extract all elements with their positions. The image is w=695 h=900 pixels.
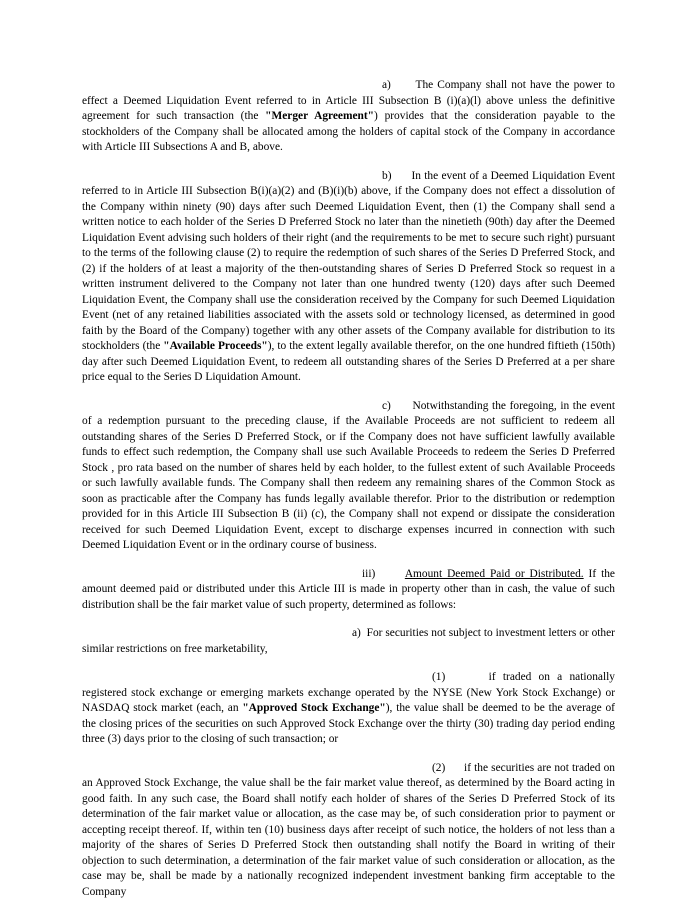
paragraph-clause-iii: iii) Amount Deemed Paid or Distributed. If the amount deemed paid or distributed under this Article III is made in property other than in cash, the value of such distribution shall be the fair market value of such property, determined as follows:	[82, 567, 615, 611]
clause-heading-amount-deemed-paid: Amount Deemed Paid or Distributed.	[404, 567, 584, 580]
marker-spacer	[380, 568, 405, 580]
paragraph-clause-c: c) Notwithstanding the foregoing, in the event of a redemption pursuant to the preceding clause, if the Available Proceeds are not sufficient to redeem all outstanding shares of the Series D Preferred Stock, or if the Company does not have sufficient lawfully available funds to effect such redemption, the Company shall use such Available Proceeds to redeem the Series D Preferred Stock , pro rata based on the number of shares held by each holder, to the fullest extent of such Available Proceeds or such lawfully available funds. The Company shall then redeem any remaining shares of the Common Stock as soon as practicable after the Company has funds legally available therefor. Prior to the distribution or redemption provided for in this Article III Subsection B (ii) (c), the Company shall not expend or dissipate the consideration received for such Deemed Liquidation Event, except to discharge expenses incurred in connection with such Deemed Liquidation Event or in the ordinary course of business.	[82, 399, 615, 551]
list-marker-2: (2)	[432, 761, 446, 774]
marker-spacer	[453, 671, 489, 683]
paragraph-clause-b: b) In the event of a Deemed Liquidation Event referred to in Article III Subsection B(i)(a)(2) and (B)(i)(b) above, if the Company does not effect a dissolution of the Company within ninety (90) days after such Deemed Liquidation Event, then (1) the Company shall send a written notice to each holder of the Series D Preferred Stock no later than the ninetieth (90th) day after the Deemed Liquidation Event advising such holders of their right (and the requirements to be met to secure such right) pursuant to the terms of the following clause (2) to require the redemption of such shares of the Series D Preferred Stock, and (2) if the holders of at least a majority of the then-outstanding shares of Series D Preferred Stock so request in a written instrument delivered to the Company not later than one hundred twenty (120) days after such Deemed Liquidation Event, the Company shall use the consideration received by the Company for such Deemed Liquidation Event (net of any retained liabilities associated with the assets sold or technology licensed, as determined in good faith by the Board of the Company) together with any other assets of the Company available for distribution to its stockholders (the "Available Proceeds"), to the extent legally available therefor, on the one hundred fiftieth (150th) day after such Deemed Liquidation Event, to redeem all outstanding shares of the Series D Preferred at a per share price equal to the Series D Liquidation Amount.	[82, 169, 615, 383]
marker-spacer	[395, 170, 412, 182]
defined-term-approved-stock-exchange: "Approved Stock Exchange"	[242, 702, 386, 714]
marker-spacer	[364, 627, 367, 639]
defined-term-available-proceeds: "Available Proceeds"	[163, 340, 268, 352]
list-marker-1: (1)	[432, 671, 446, 683]
paragraph-clause-a: a) The Company shall not have the power to effect a Deemed Liquidation Event referred to in Article III Subsection B (i)(a)(l) above unless the definitive agreement for such transaction (the "Merger Agreement") provides that the consideration payable to the stockholders of the Company shall be allocated among the holders of capital stock of the Company in accordance with Article III Subsections A and B, above.	[82, 79, 616, 153]
paragraph-clause-iii-a-2: (2) if the securities are not traded on an Approved Stock Exchange, the value shall be the fair market value thereof, as determined by the Board acting in good faith. In any such case, the Board shall notify each holder of shares of the Series D Preferred Stock of its determination of the fair market value or allocation, as the case may be, of such consideration prior to payment or accepting receipt thereof. If, within ten (10) business days after receipt of such notice, the holders of not less than a majority of the shares of Series D Preferred Stock then outstanding shall notify the Board in writing of their objection to such determination, a determination of the fair market value of such consideration or allocation, as the case may be, shall be made by a nationally recognized independent investment banking firm acceptable to the Company	[82, 761, 615, 898]
marker-spacer	[395, 79, 416, 91]
paragraph-clause-iii-a: a) For securities not subject to investment letters or other similar restrictions on free marketability,	[82, 627, 615, 655]
list-marker-b: b)	[382, 169, 392, 182]
defined-term-merger-agreement: "Merger Agreement"	[265, 110, 374, 122]
list-marker-iii: iii)	[362, 567, 376, 580]
paragraph-clause-iii-a-1: (1) if traded on a nationally registered stock exchange or emerging markets exchange operated by the NYSE (New York Stock Exchange) or NASDAQ stock market (each, an "Approved Stock Exchange"), the value shall be deemed to be the average of the closing prices of the securities on such Approved Stock Exchange over the thirty (30) trading day period ending three (3) days prior to the closing of such transaction; or	[82, 671, 615, 745]
list-marker-a: a)	[382, 79, 391, 91]
list-marker-iii-a: a)	[352, 627, 361, 639]
list-marker-c: c)	[382, 399, 391, 412]
marker-spacer	[448, 762, 464, 774]
marker-spacer	[394, 400, 412, 412]
